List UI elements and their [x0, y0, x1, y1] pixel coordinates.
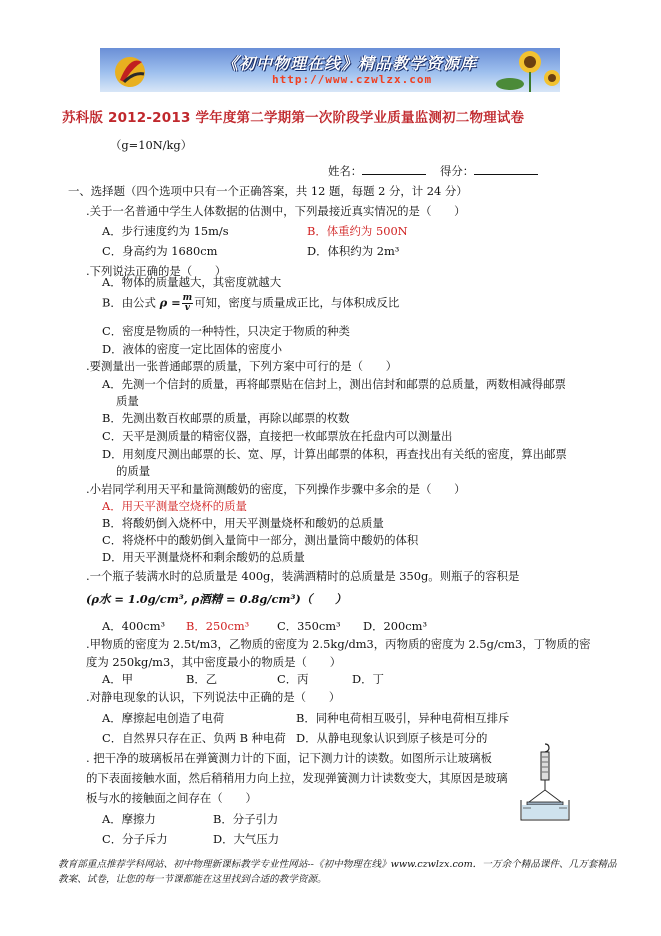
q5-stem: .一个瓶子装满水时的总质量是 400g，装满酒精时的总质量是 350g。则瓶子的容积是	[86, 569, 520, 583]
q1-stem: .关于一名普通中学生人体数据的估测中，下列最接近真实情况的是（ ）	[86, 204, 466, 218]
q2-stem: .下列说法正确的是（ ）	[86, 264, 227, 278]
q6-stem-line1: .甲物质的密度为 2.5t/m3，乙物质的密度为 2.5kg/dm3，丙物质的密度为 2.5g/cm3，丁物质的密	[86, 637, 591, 651]
q8-stem-line3: 板与水的接触面之间存在（ ）	[86, 791, 257, 805]
score-field	[440, 163, 538, 179]
q6-option-d: D．丁	[352, 672, 384, 686]
q8-option-b: B．分子引力	[213, 812, 279, 826]
q7-option-d: D．从静电现象认识到原子核是可分的	[296, 731, 488, 745]
sunflower-icon	[470, 48, 560, 92]
q3-option-a-line1: A．先测一个信封的质量，再将邮票贴在信封上，测出信封和邮票的总质量，两数相减得邮票	[102, 377, 566, 391]
q2-option-a: A．物体的质量越大，其密度就越大	[102, 275, 282, 289]
gravity-note: （g=10N/kg）	[110, 138, 193, 152]
section-heading: 一、选择题（四个选项中只有一个正确答案，共 12 题，每题 2 分，计 24 分）	[68, 184, 468, 198]
q8-option-a: A．摩擦力	[102, 812, 156, 826]
q8-option-d: D．大气压力	[213, 832, 280, 846]
q3-option-c: C．天平是测质量的精密仪器，直接把一枚邮票放在托盘内可以测量出	[102, 429, 453, 443]
q2-b-suffix: 可知，密度与质量成正比，与体积成反比	[194, 295, 400, 310]
q8-option-c: C．分子斥力	[102, 832, 168, 846]
q5-option-b: B．250cm³	[186, 619, 250, 633]
q4-option-b: B．将酸奶倒入烧杯中，用天平测量烧杯和酸奶的总质量	[102, 516, 384, 530]
q1-option-b: B．体重约为 500N	[307, 224, 408, 238]
q1-option-d: D．体积约为 2m³	[307, 244, 400, 258]
q2-b-fraction: $\frac{m}{v}$	[182, 293, 193, 313]
q2-option-b	[102, 294, 399, 313]
q5-option-a: A．400cm³	[102, 619, 166, 633]
page-footer: 教育部重点推荐学科网站、初中物理新课标教学专业性网站--《初中物理在线》www.czwlzx.com．一万余个精品课件、几万套精品教案、试卷，让您的每一节课都能在这里找到合适的教学资源。	[58, 859, 617, 885]
q3-option-d-line1: D．用刻度尺测出邮票的长、宽、厚，计算出邮票的体积，再查找出有关纸的密度，算出邮票	[102, 447, 567, 461]
q3-stem: .要测量出一张普通邮票的质量，下列方案中可行的是（ ）	[86, 359, 398, 373]
q1-option-a: A．步行速度约为 15m/s	[102, 224, 229, 238]
name-blank[interactable]	[362, 164, 426, 175]
q5-option-d: D．200cm³	[363, 619, 428, 633]
q2-b-prefix: B．由公式	[102, 295, 156, 310]
q2-b-rho: ρ =	[159, 295, 181, 310]
q4-option-a: A．用天平测量空烧杯的质量	[102, 499, 247, 513]
q3-option-d-line2: 的质量	[116, 464, 151, 478]
q6-option-a: A．甲	[102, 672, 134, 686]
q4-stem: .小岩同学利用天平和量筒测酸奶的密度，下列操作步骤中多余的是（ ）	[86, 482, 466, 496]
q7-option-a: A．摩擦起电创造了电荷	[102, 711, 225, 725]
score-blank[interactable]	[474, 164, 538, 175]
q6-option-b: B．乙	[186, 672, 218, 686]
name-label: 姓名：	[328, 164, 363, 178]
q4-option-d: D．用天平测量烧杯和剩余酸奶的总质量	[102, 550, 305, 564]
q2-option-c: C．密度是物质的一种特性，只决定于物质的种类	[102, 324, 350, 338]
q2-option-d: D．液体的密度一定比固体的密度小	[102, 342, 282, 356]
q8-stem-line2: 的下表面接触水面，然后稍稍用力向上拉，发现弹簧测力计读数变大，其原因是玻璃	[86, 771, 508, 785]
name-field	[328, 163, 426, 179]
q7-option-c: C．自然界只存在正、负两 B 种电荷	[102, 731, 286, 745]
q4-option-c: C．将烧杯中的酸奶倒入量筒中一部分，测出量筒中酸奶的体积	[102, 533, 419, 547]
q6-option-c: C．丙	[277, 672, 309, 686]
q5-option-c: C．350cm³	[277, 619, 341, 633]
q3-option-b: B．先测出数百枚邮票的质量，再除以邮票的枚数	[102, 411, 350, 425]
banner-url[interactable]: http://www.czwlzx.com	[272, 73, 433, 86]
site-logo-icon	[110, 50, 150, 90]
q7-stem: .对静电现象的认识，下列说法中正确的是（ ）	[86, 690, 341, 704]
q1-option-c: C．身高约为 1680cm	[102, 244, 218, 258]
q7-option-b: B．同种电荷相互吸引，异种电荷相互排斥	[296, 711, 510, 725]
spring-scale-glass-plate-icon	[515, 742, 571, 824]
q6-stem-line2: 度为 250kg/m3，其中密度最小的物质是（ ）	[86, 655, 342, 669]
header-banner	[100, 48, 560, 92]
score-label: 得分：	[440, 164, 475, 178]
q3-option-a-line2: 质量	[116, 394, 139, 408]
q5-formula: (ρ水 = 1.0g/cm³, ρ酒精 = 0.8g/cm³)（ ）	[86, 592, 347, 606]
q8-stem-line1: . 把干净的玻璃板吊在弹簧测力计的下面，记下测力计的读数。如图所示让玻璃板	[86, 751, 492, 765]
banner-title: 《初中物理在线》精品教学资源库	[222, 54, 478, 73]
document-title: 苏科版 2012-2013 学年度第二学期第一次阶段学业质量监测初二物理试卷	[62, 110, 525, 126]
